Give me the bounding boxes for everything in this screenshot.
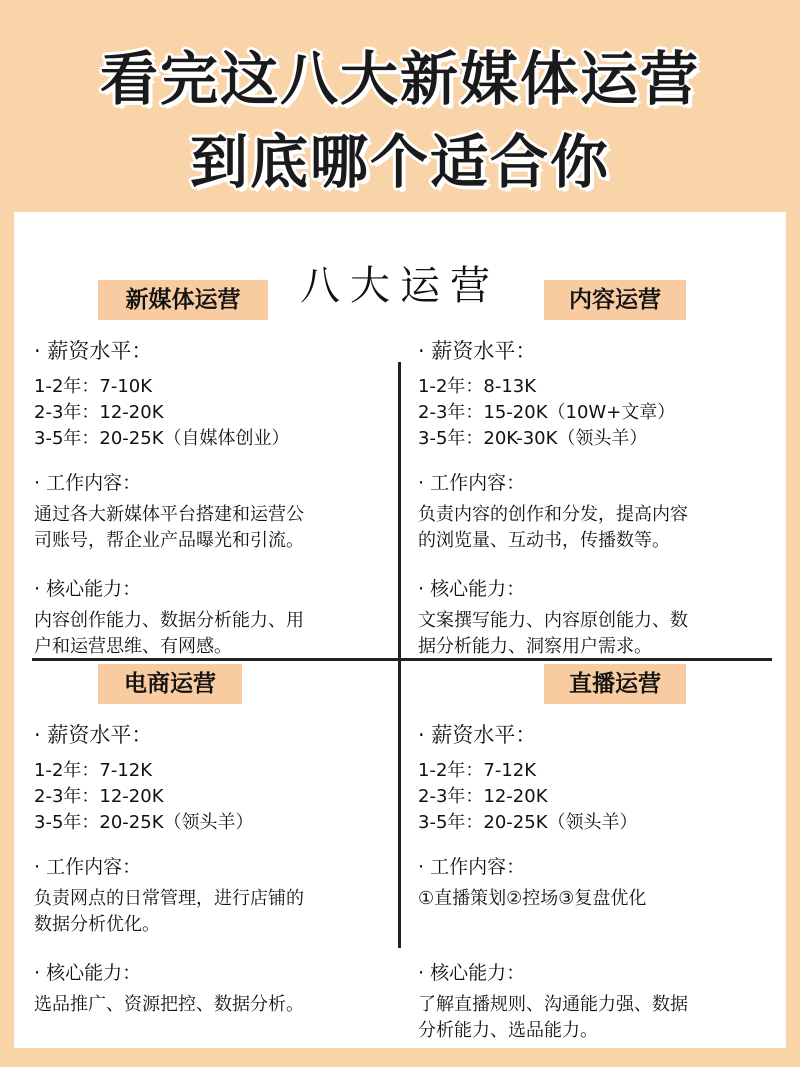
quadrant-content-ops	[418, 338, 778, 660]
tag-ecommerce-ops: 电商运营	[98, 664, 242, 704]
skill-line: 内容创作能力、数据分析能力、用	[34, 610, 304, 631]
salary-line: 2-3年：12-20K	[34, 786, 164, 807]
content-card	[14, 212, 786, 1048]
salary-label: · 薪资水平：	[418, 339, 537, 363]
work-line: 负责网点的日常管理，进行店铺的	[34, 888, 304, 909]
salary-line: 1-2年：7-10K	[34, 376, 153, 397]
work-line: 负责内容的创作和分发，提高内容	[418, 504, 688, 525]
skill-label: · 核心能力：	[418, 578, 526, 600]
skill-label: · 核心能力：	[418, 962, 526, 984]
salary-line: 2-3年：12-20K	[418, 786, 548, 807]
quadrant-livestream-ops	[418, 722, 778, 1044]
skill-line: 了解直播规则、沟通能力强、数据	[418, 994, 688, 1015]
salary-label: · 薪资水平：	[34, 339, 153, 363]
quadrant-ecommerce-ops	[34, 722, 394, 1018]
skill-label: · 核心能力：	[34, 578, 142, 600]
skill-line: 文案撰写能力、内容原创能力、数	[418, 610, 688, 631]
work-line: 司账号，帮企业产品曝光和引流。	[34, 530, 304, 551]
salary-line: 2-3年：15-20K（10W+文章）	[418, 402, 676, 423]
salary-line: 3-5年：20-25K（自媒体创业）	[34, 428, 290, 449]
skill-line: 选品推广、资源把控、数据分析。	[34, 994, 304, 1015]
salary-line: 3-5年：20-25K（领头羊）	[34, 812, 254, 833]
skill-line: 分析能力、选品能力。	[418, 1020, 598, 1041]
tag-livestream-ops: 直播运营	[544, 664, 686, 704]
work-line: 通过各大新媒体平台搭建和运营公	[34, 504, 304, 525]
salary-line: 2-3年：12-20K	[34, 402, 164, 423]
quadrant-new-media-ops	[34, 338, 394, 660]
work-label: · 工作内容：	[418, 856, 526, 878]
work-label: · 工作内容：	[34, 856, 142, 878]
salary-line: 3-5年：20-25K（领头羊）	[418, 812, 638, 833]
salary-line: 1-2年：7-12K	[418, 760, 537, 781]
tag-content-ops: 内容运营	[544, 280, 686, 320]
salary-line: 3-5年：20K-30K（领头羊）	[418, 428, 648, 449]
work-line: 数据分析优化。	[34, 914, 160, 935]
work-line: ①直播策划②控场③复盘优化	[418, 888, 647, 909]
work-label: · 工作内容：	[418, 472, 526, 494]
salary-line: 1-2年：8-13K	[418, 376, 537, 397]
skill-label: · 核心能力：	[34, 962, 142, 984]
salary-line: 1-2年：7-12K	[34, 760, 153, 781]
card-heading: 八大运营	[300, 263, 500, 309]
skill-line: 据分析能力、洞察用户需求。	[418, 636, 652, 657]
salary-label: · 薪资水平：	[34, 723, 153, 747]
vertical-divider	[398, 362, 401, 948]
tag-new-media-ops: 新媒体运营	[98, 280, 268, 320]
skill-line: 户和运营思维、有网感。	[34, 636, 232, 657]
salary-label: · 薪资水平：	[418, 723, 537, 747]
work-line: 的浏览量、互动书，传播数等。	[418, 530, 670, 551]
work-label: · 工作内容：	[34, 472, 142, 494]
page-title-line-1: 看完这八大新媒体运营	[99, 45, 700, 113]
page-title-line-2: 到底哪个适合你	[189, 128, 610, 196]
